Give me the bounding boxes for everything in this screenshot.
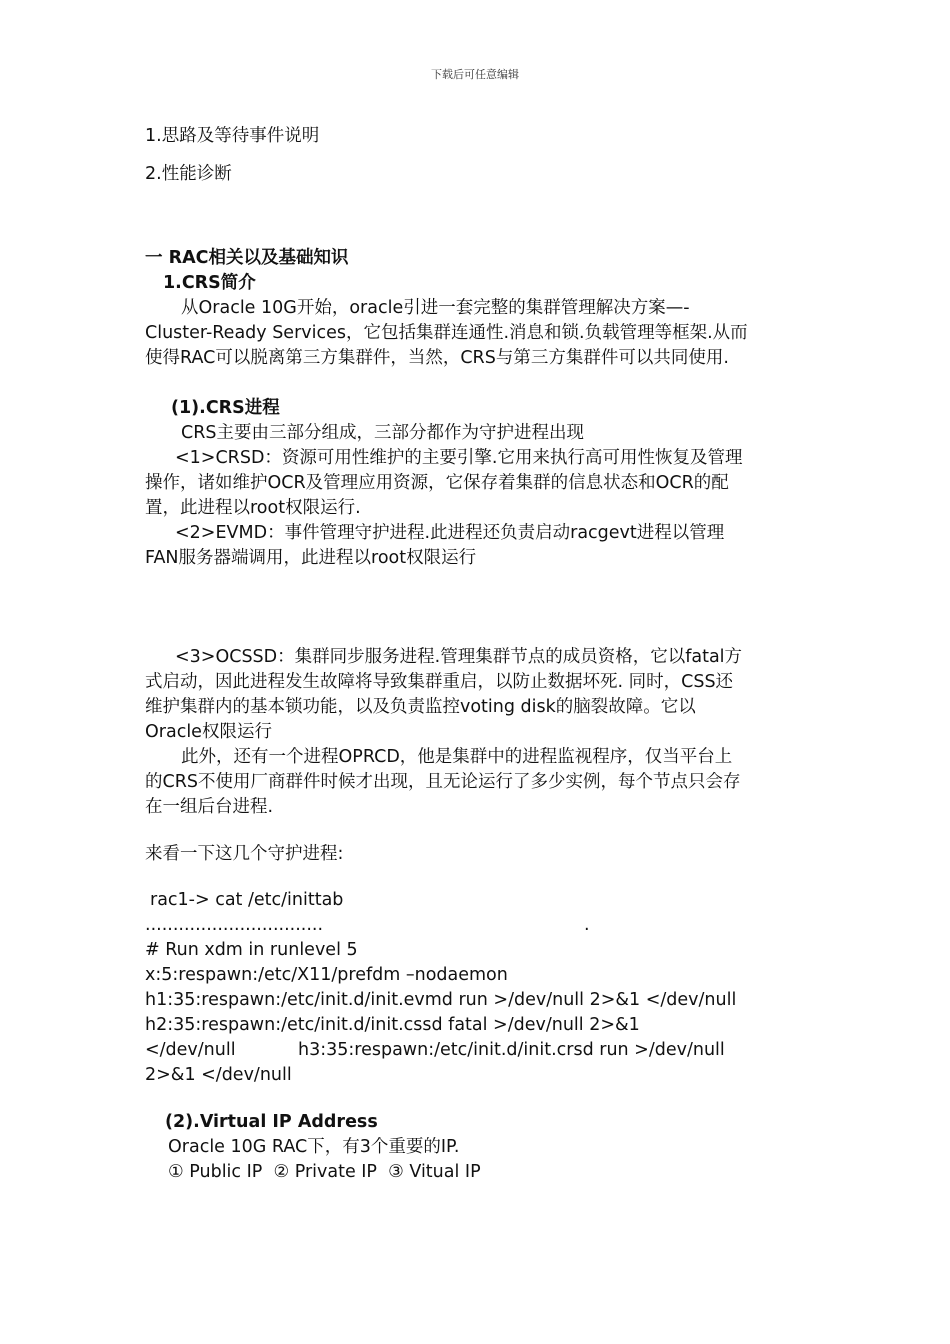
- code-line-1: rac1-> cat /etc/inittab: [150, 890, 344, 910]
- crs-line-8: 式启动，因此进程发生故障将导致集群重启，以防止数据坏死. 同时，CSS还: [145, 672, 734, 692]
- code-line-9: 2>&1 </dev/null: [145, 1065, 292, 1085]
- code-line-4: x:5:respawn:/etc/X11/prefdm –nodaemon: [145, 965, 508, 985]
- crs-line-10: Oracle权限运行: [145, 722, 272, 742]
- crs-line-1: CRS主要由三部分组成，三部分都作为守护进程出现: [181, 423, 584, 443]
- crs-line-5: <2>EVMD：事件管理守护进程.此进程还负责启动racgevt进程以管理: [175, 523, 725, 543]
- crs-line-14: 来看一下这几个守护进程:: [145, 844, 344, 864]
- crs-process-heading: (1).CRS进程: [171, 398, 280, 418]
- code-line-8: h3:35:respawn:/etc/init.d/init.crsd run >/dev/null: [298, 1040, 725, 1060]
- crs-line-6: FAN服务器端调用，此进程以root权限运行: [145, 548, 477, 568]
- crs-line-7: <3>OCSSD：集群同步服务进程.管理集群节点的成员资格，它以fatal方: [175, 647, 743, 667]
- intro-line-1: 从Oracle 10G开始，oracle引进一套完整的集群管理解决方案—-: [181, 298, 690, 318]
- intro-line-3: 使得RAC可以脱离第三方集群件，当然，CRS与第三方集群件可以共同使用.: [145, 348, 729, 368]
- crs-line-2: <1>CRSD：资源可用性维护的主要引擎.它用来执行高可用性恢复及管理: [175, 448, 743, 468]
- section-title: 一 RAC相关以及基础知识: [145, 248, 349, 268]
- intro-line-2: Cluster-Ready Services，它包括集群连通性.消息和锁.负载管理等框架.从而: [145, 323, 748, 343]
- crs-line-12: 的CRS不使用厂商群件时候才出现，且无论运行了多少实例，每个节点只会存: [145, 772, 741, 792]
- code-line-2-end: .: [584, 915, 590, 935]
- crs-line-9: 维护集群内的基本锁功能，以及负责监控voting disk的脑裂故障。它以: [145, 697, 696, 717]
- crs-line-4: 置，此进程以root权限运行.: [145, 498, 361, 518]
- subsection-title: 1.CRS简介: [163, 273, 256, 293]
- vip-heading: (2).Virtual IP Address: [165, 1112, 378, 1132]
- vip-line-1: Oracle 10G RAC下，有3个重要的IP.: [168, 1137, 460, 1157]
- crs-line-13: 在一组后台进程.: [145, 797, 274, 817]
- code-line-3: # Run xdm in runlevel 5: [145, 940, 358, 960]
- code-line-5: h1:35:respawn:/etc/init.d/init.evmd run >/dev/null 2>&1 </dev/null: [145, 990, 737, 1010]
- toc-item-1: 1.思路及等待事件说明: [145, 126, 320, 146]
- vip-line-2: ① Public IP ② Private IP ③ Vitual IP: [168, 1162, 481, 1182]
- crs-line-11: 此外，还有一个进程OPRCD，他是集群中的进程监视程序，仅当平台上: [181, 747, 733, 767]
- code-line-7: </dev/null: [145, 1040, 236, 1060]
- crs-line-3: 操作，诸如维护OCR及管理应用资源，它保存着集群的信息状态和OCR的配: [145, 473, 729, 493]
- code-line-2: ................................: [145, 915, 324, 935]
- code-line-6: h2:35:respawn:/etc/init.d/init.cssd fatal >/dev/null 2>&1: [145, 1015, 640, 1035]
- toc-item-2: 2.性能诊断: [145, 164, 232, 184]
- page-header-note: 下载后可任意编辑: [431, 68, 519, 81]
